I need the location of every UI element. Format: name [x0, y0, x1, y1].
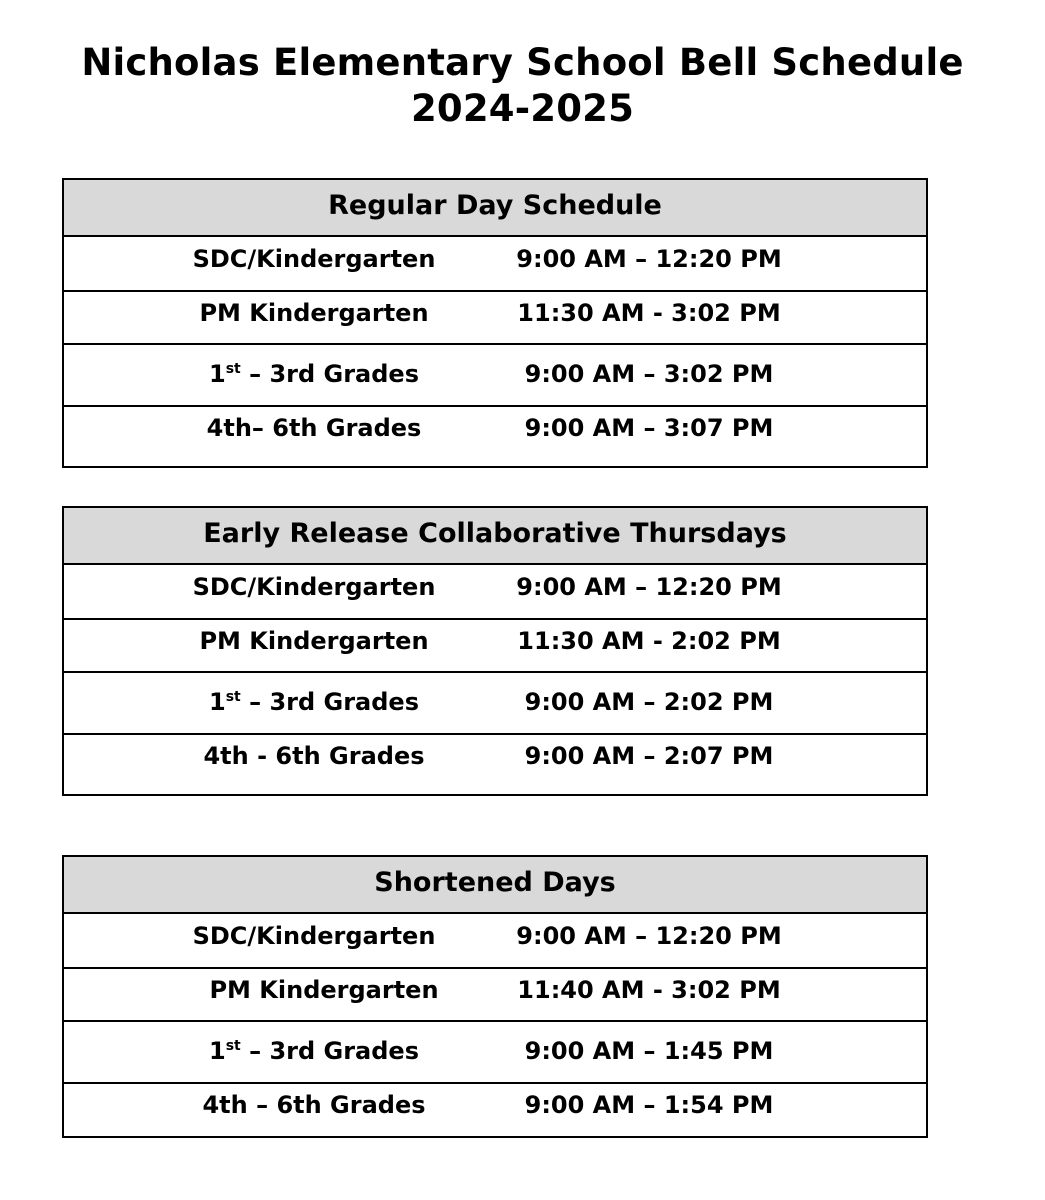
grade-label: 1st – 3rd Grades	[209, 1037, 419, 1065]
time-range: 11:30 AM - 3:02 PM	[517, 299, 781, 327]
grade-label: SDC/Kindergarten	[192, 245, 436, 273]
time-range: 9:00 AM – 2:07 PM	[524, 742, 774, 770]
grade-label: 4th - 6th Grades	[203, 742, 425, 770]
grade-label: PM Kindergarten	[199, 627, 429, 655]
grade-label: 1st – 3rd Grades	[209, 360, 419, 388]
grade-label: SDC/Kindergarten	[192, 573, 436, 601]
early-release-schedule-table	[62, 506, 928, 796]
table-row	[64, 673, 926, 735]
grade-label: 4th– 6th Grades	[206, 414, 422, 442]
table-row	[64, 914, 926, 969]
grade-label: PM Kindergarten	[209, 976, 439, 1004]
time-range: 9:00 AM – 12:20 PM	[516, 245, 782, 273]
time-range: 11:30 AM - 2:02 PM	[517, 627, 781, 655]
page-subtitle-year: 2024-2025	[410, 87, 635, 130]
page-title: Nicholas Elementary School Bell Schedule	[81, 41, 964, 84]
table-row	[64, 407, 926, 466]
time-range: 9:00 AM – 3:07 PM	[524, 414, 774, 442]
table-row	[64, 969, 926, 1022]
time-range: 9:00 AM – 2:02 PM	[524, 688, 774, 716]
time-range: 9:00 AM – 1:54 PM	[524, 1091, 774, 1119]
time-range: 9:00 AM – 1:45 PM	[524, 1037, 774, 1065]
table-row	[64, 1084, 926, 1136]
grade-label: 1st – 3rd Grades	[209, 688, 419, 716]
grade-label: 4th – 6th Grades	[202, 1091, 426, 1119]
table-row	[64, 735, 926, 794]
time-range: 11:40 AM - 3:02 PM	[517, 976, 781, 1004]
schedule-heading: Shortened Days	[64, 857, 926, 914]
time-range: 9:00 AM – 3:02 PM	[524, 360, 774, 388]
shortened-days-schedule-table	[62, 855, 928, 1138]
grade-label: SDC/Kindergarten	[192, 922, 436, 950]
table-row	[64, 565, 926, 620]
time-range: 9:00 AM – 12:20 PM	[516, 922, 782, 950]
grade-label: PM Kindergarten	[199, 299, 429, 327]
table-row	[64, 292, 926, 345]
table-row	[64, 237, 926, 292]
schedule-heading: Early Release Collaborative Thursdays	[64, 508, 926, 565]
time-range: 9:00 AM – 12:20 PM	[516, 573, 782, 601]
table-row	[64, 1022, 926, 1084]
regular-day-schedule-table	[62, 178, 928, 468]
table-row	[64, 345, 926, 407]
table-row	[64, 620, 926, 673]
schedule-heading: Regular Day Schedule	[64, 180, 926, 237]
